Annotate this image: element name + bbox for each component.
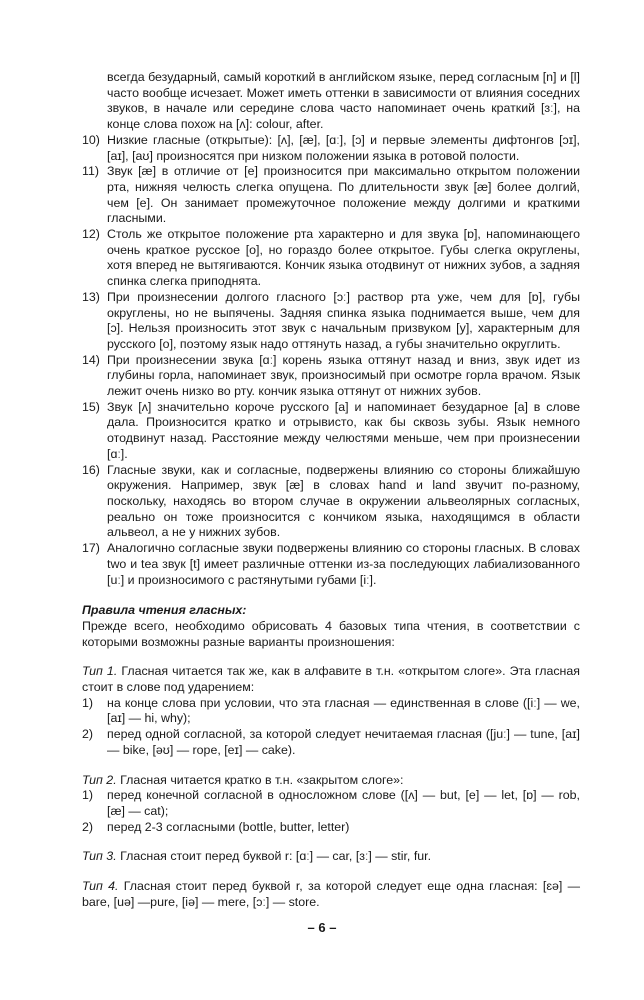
reading-type-description	[82, 849, 580, 865]
reading-type-item	[82, 820, 580, 836]
item-text: Звук [æ] в отличие от [e] произносится при максимально открытом положении рта, нижняя челюсть слегка опущена. По длительности звук [æ] более долгий, чем [e]. Он занимает промежуточное положение между долгими и краткими гласными.	[107, 164, 580, 226]
item-number: 1)	[82, 788, 94, 803]
item-text: Столь же открытое положение рта характерно и для звука [ɒ], напоминающего очень краткое русское [о], но гораздо более открытое. Губы слегка округлены, хотя вперед не вытягиваются. Кончик языка отодвинут от нижних зубов, а задняя спинка слегка приподнята.	[107, 227, 580, 289]
item-text: Гласные звуки, как и согласные, подвержены влиянию со стороны ближайшую окружения. Например, звук [æ] в словах hand и land звучит по-разному, поскольку, находясь во втором случае в окружении альвеолярных согласных, реально он тоже произносится с кончиком языка, находящимся в области альвеол, а не у нижних зубов.	[107, 462, 580, 540]
numbered-item	[82, 353, 580, 400]
reading-type-text: Гласная читается кратко в т.н. «закрытом слоге»:	[116, 772, 404, 787]
reading-type-block	[82, 849, 580, 865]
continuation-paragraph: всегда безударный, самый короткий в английском языке, перед согласным [n] и [l] часто вообще исчезает. Может иметь оттенки в зависимости от влияния соседних звуков, в начале или середине слова часто напоминает очень краткий [ɜː], на конце слова похож на [ʌ]: colour, after.	[107, 70, 580, 132]
reading-types	[82, 664, 580, 910]
reading-type-text: Гласная стоит перед буквой r: [ɑː] — car, [ɜː] — stir, fur.	[116, 849, 432, 864]
item-text: Низкие гласные (открытые): [ʌ], [æ], [ɑː], [ɔ] и первые элементы дифтонгов [ɔɪ], [aɪ], [aʊ] произносятся при низком положении языка в ротовой полости.	[107, 132, 580, 163]
item-number: 1)	[82, 695, 94, 710]
numbered-list	[82, 133, 580, 588]
intro-paragraph: Прежде всего, необходимо обрисовать 4 базовых типа чтения, в соответствии с которыми возможны разные варианты произношения:	[82, 618, 580, 649]
numbered-item	[82, 133, 580, 164]
item-number: 2)	[82, 727, 94, 742]
numbered-item	[82, 463, 580, 542]
item-text: Аналогично согласные звуки подвержены влиянию со стороны гласных. В словах two и tea звук [t] имеет различные оттенки из-за последующих лабиализованного [uː] и произносимого с растянутыми губами [iː].	[107, 541, 580, 587]
numbered-item	[82, 400, 580, 463]
item-number: 12)	[82, 227, 100, 242]
item-text: на конце слова при условии, что эта гласная — единственная в слове ([iː] — we, [aɪ] — hi, why);	[107, 695, 580, 726]
numbered-item	[82, 164, 580, 227]
reading-type-description	[82, 773, 580, 789]
reading-type-label: Тип 1.	[82, 664, 118, 679]
item-number: 2)	[82, 819, 94, 834]
item-number: 13)	[82, 289, 100, 304]
numbered-item	[82, 290, 580, 353]
reading-type-description	[82, 879, 580, 910]
item-text: перед 2-3 согласными (bottle, butter, letter)	[107, 819, 350, 834]
reading-type-item	[82, 727, 580, 758]
section-heading: Правила чтения гласных:	[82, 603, 247, 618]
item-number: 11)	[82, 164, 99, 179]
numbered-item	[82, 541, 580, 588]
item-number: 10)	[82, 132, 100, 147]
page-number: – 6 –	[307, 920, 337, 935]
item-text: При произнесении долгого гласного [ɔː] раствор рта уже, чем для [ɒ], губы округлены, но не выпячены. Задняя спинка языка поднимается выше, чем для [ɔ]. Нельзя произносить этот звук с начальным призвуком [у], характерным для русского [о], поэтому язык надо оттянуть назад, а губы значительно округлить.	[107, 289, 580, 351]
item-number: 17)	[82, 541, 100, 556]
item-text: Звук [ʌ] значительно короче русского [а] и напоминает безударное [а] в слове дала. Произносится кратко и отрывисто, как бы сквозь зубы. Язык немного отодвинут назад. Расстояние между челюстями меньше, чем при произнесении [ɑː].	[107, 399, 580, 461]
reading-type-label: Тип 3.	[82, 849, 117, 864]
reading-type-label: Тип 2.	[82, 772, 117, 787]
reading-type-text: Гласная читается так же, как в алфавите в т.н. «открытом слоге». Эта гласная стоит в слове под ударением:	[82, 664, 580, 695]
reading-type-block	[82, 879, 580, 910]
item-number: 15)	[82, 399, 100, 414]
item-text: перед конечной согласной в односложном слове ([ʌ] — but, [e] — let, [ɒ] — rob, [æ] — cat);	[107, 788, 580, 818]
page-body	[82, 70, 580, 910]
reading-type-text: Гласная стоит перед буквой r, за которой следует еще одна гласная: [ɛə] — bare, [uə] —pure, [iə] — mere, [ɔː] — store.	[82, 879, 580, 909]
item-number: 16)	[82, 462, 100, 477]
item-text: При произнесении звука [ɑː] корень языка оттянут назад и вниз, звук идет из глубины горла, напоминает звук, произносимый при осмотре горла врачом. Язык лежит очень низко во рту. кончик языка оттянут от нижних зубов.	[107, 352, 580, 399]
reading-type-block	[82, 664, 580, 758]
reading-type-item	[82, 788, 580, 819]
reading-type-description	[82, 664, 580, 695]
item-number: 14)	[82, 352, 100, 367]
item-text: перед одной согласной, за которой следует нечитаемая гласная ([juː] — tune, [aɪ] — bike, [əʊ] — rope, [eɪ] — cake).	[107, 727, 580, 757]
reading-type-item	[82, 696, 580, 727]
reading-type-block	[82, 773, 580, 836]
numbered-item	[82, 227, 580, 290]
reading-type-label: Тип 4.	[82, 879, 119, 894]
